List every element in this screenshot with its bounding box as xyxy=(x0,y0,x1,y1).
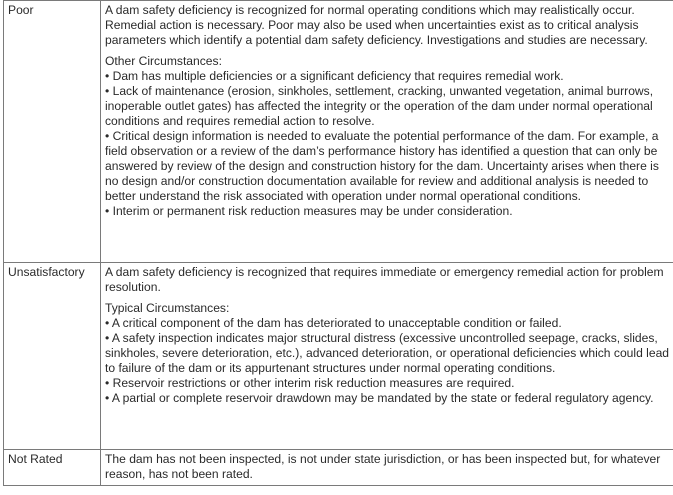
list-item: • Dam has multiple deficiencies or a significant deficiency that requires remedial work. xyxy=(105,69,564,83)
description-summary: A dam safety deficiency is recognized for normal operating conditions which may realistically occur. Remedial action is necessary. Poor may also be used when uncertainties exist as to critical analysis parameters which identify a potential dam safety deficiency. Investigations and studies are necessary. xyxy=(105,3,648,47)
rating-label: Not Rated xyxy=(4,450,101,486)
list-item: • A critical component of the dam has deteriorated to unacceptable condition or failed. xyxy=(105,316,562,330)
condition-rating-table xyxy=(3,0,673,486)
list-item: • Interim or permanent risk reduction measures may be under consideration. xyxy=(105,204,513,218)
rating-label: Unsatisfactory xyxy=(4,263,101,450)
list-item: • A partial or complete reservoir drawdown may be mandated by the state or federal regulatory agency. xyxy=(105,391,654,405)
description-summary: The dam has not been inspected, is not under state jurisdiction, or has been inspected but, for whatever reason, has not been rated. xyxy=(105,452,661,481)
list-item: • A safety inspection indicates major structural distress (excessive uncontrolled seepage, cracks, slides, sinkholes, severe deterioration, etc.), advanced deterioration, or operational deficiencies which could lead to failure of the dam or its appurtenant structures under normal operating conditions. xyxy=(105,331,670,375)
rating-description xyxy=(101,1,673,263)
rating-description xyxy=(101,450,673,486)
circumstances-heading: Other Circumstances: xyxy=(105,54,222,68)
table-row-unsatisfactory xyxy=(4,263,673,450)
circumstances-heading: Typical Circumstances: xyxy=(105,301,230,315)
list-item: • Lack of maintenance (erosion, sinkholes, settlement, cracking, unwanted vegetation, animal burrows, inoperable outlet gates) has affected the integrity or the operation of the dam under normal operational conditions and requires remedial action to resolve. xyxy=(105,84,654,128)
description-summary: A dam safety deficiency is recognized that requires immediate or emergency remedial action for problem resolution. xyxy=(105,265,664,294)
table-row-not-rated xyxy=(4,450,673,486)
rating-description xyxy=(101,263,673,450)
table-row-poor xyxy=(4,1,673,263)
list-item: • Critical design information is needed to evaluate the potential performance of the dam. For example, a field observation or a review of the dam’s performance history has identified a question that can only be answered by review of the design and construction history for the dam. Uncertainty arises when there is no design and/or construction documentation available for review and additional analysis is needed to better understand the risk associated with operation under normal operational conditions. xyxy=(105,129,659,203)
rating-label: Poor xyxy=(4,1,101,263)
list-item: • Reservoir restrictions or other interim risk reduction measures are required. xyxy=(105,376,515,390)
